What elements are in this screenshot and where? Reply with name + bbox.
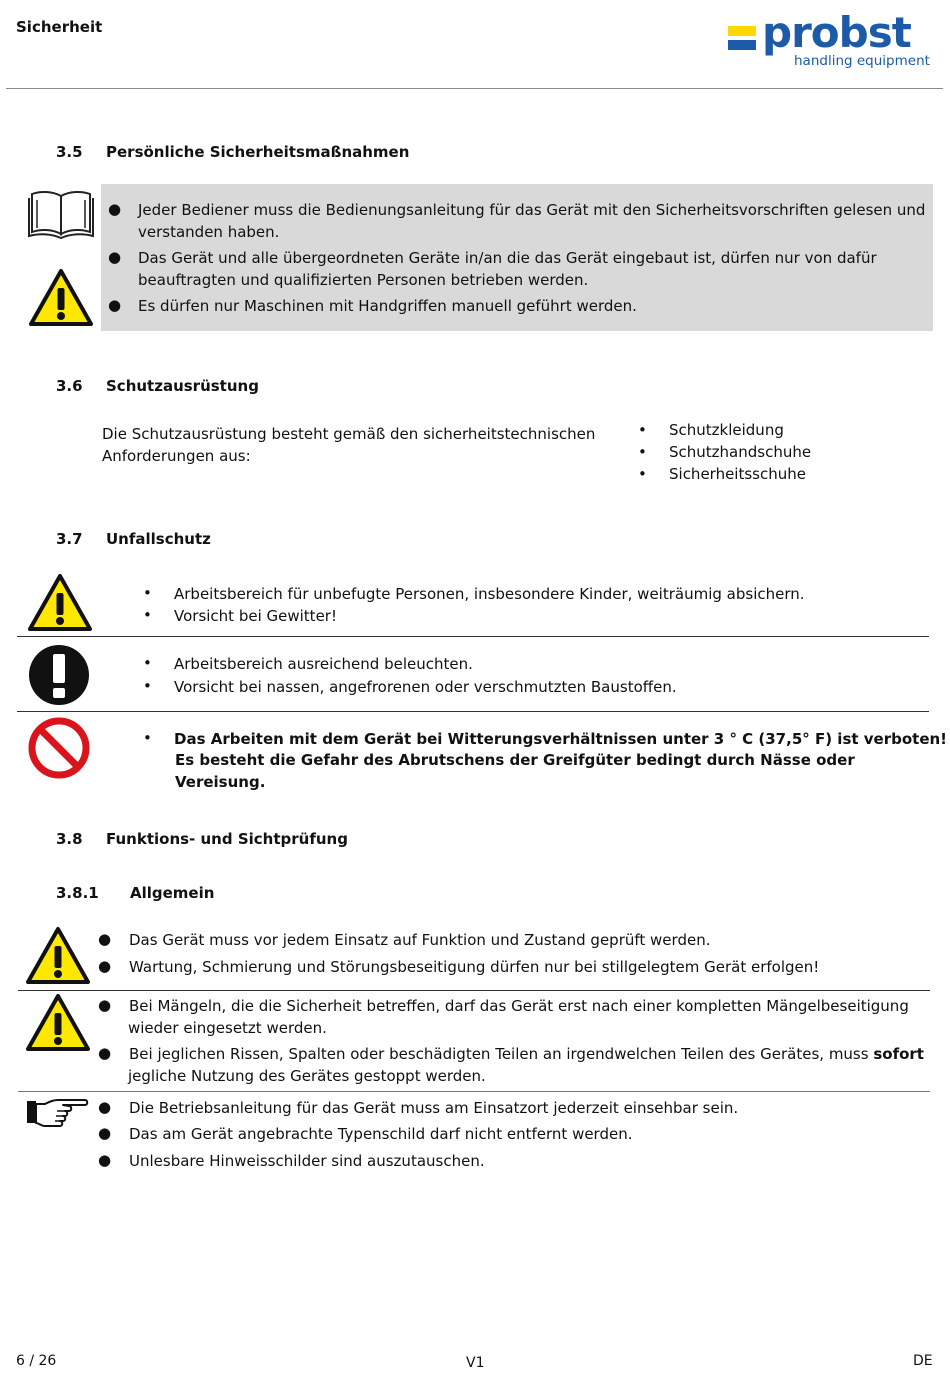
bullet-item: Das am Gerät angebrachte Typenschild darf nicht entfernt werden. [129,1125,633,1143]
book-icon [28,188,94,240]
bullet-item: Jeder Bediener muss die Bedienungsanleitung für das Gerät mit den Sicherheitsvorschriften gelesen und [138,201,926,219]
bullet-item: Vorsicht bei nassen, angefrorenen oder verschmutzten Baustoffen. [174,678,677,696]
equipment-item: Schutzhandschuhe [669,443,812,461]
warning-triangle-icon [27,573,93,633]
bullet: ● [98,957,112,975]
bullet-item: Es dürfen nur Maschinen mit Handgriffen manuell geführt werden. [138,297,637,315]
section-heading-3-7: 3.7 Unfallschutz [56,530,211,548]
bullet-item-cont: wieder eingesetzt werden. [128,1019,327,1037]
bullet: • [143,654,152,672]
bullet-item-cont: verstanden haben. [138,223,280,241]
version-label: V1 [466,1355,485,1371]
logo-bar-yellow [728,26,756,36]
bullet-item: Das Gerät muss vor jedem Einsatz auf Funktion und Zustand geprüft werden. [129,931,711,949]
header-rule [6,88,943,89]
bullet-item: Arbeitsbereich für unbefugte Personen, insbesondere Kinder, weiträumig absichern. [174,585,805,603]
bullet-item-text: Bei jeglichen Rissen, Spalten oder beschädigten Teilen an irgendwelchen Teilen des Gerätes, muss [129,1045,874,1063]
bullet: ● [98,1098,112,1116]
logo-wordmark: probst [762,8,911,57]
bullet: • [143,606,152,624]
logo-bar-blue [728,40,756,50]
logo-tagline: handling equipment [794,53,930,69]
bullet-item: Die Betriebsanleitung für das Gerät muss am Einsatzort jederzeit einsehbar sein. [129,1099,739,1117]
bullet: • [638,465,647,483]
bullet: ● [108,296,122,314]
warning-triangle-icon [25,993,91,1053]
bullet: ● [98,996,112,1014]
bullet-item [129,1043,924,1065]
language-label: DE [913,1353,933,1369]
bullet-item: Wartung, Schmierung und Störungsbeseitigung dürfen nur bei stillgelegtem Gerät erfolgen! [129,958,820,976]
section-heading-3-5: 3.5 Persönliche Sicherheitsmaßnahmen [56,143,410,161]
bullet: • [143,677,152,695]
bullet: • [638,443,647,461]
emphasis-sofort: sofort [873,1045,924,1063]
bullet: ● [108,248,122,266]
prohibition-text-cont: Es besteht die Gefahr des Abrutschens der Greifgüter bedingt durch Nässe oder Vereisung. [175,751,855,791]
section-heading-3-8: 3.8 Funktions- und Sichtprüfung [56,830,348,848]
divider [18,990,930,991]
divider [17,711,929,712]
bullet-item: Arbeitsbereich ausreichend beleuchten. [174,655,473,673]
probst-logo [726,8,936,74]
page-number: 6 / 26 [16,1353,57,1369]
bullet-item: Bei Mängeln, die die Sicherheit betreffen, darf das Gerät erst nach einer kompletten Mängelbeseitigung [129,997,909,1015]
bullet: • [143,584,152,602]
bullet: ● [98,930,112,948]
header-title: Sicherheit [16,18,103,36]
bullet: ● [98,1044,112,1062]
divider [17,636,929,637]
bullet-item-cont: jegliche Nutzung des Gerätes gestoppt werden. [128,1067,486,1085]
mandatory-exclamation-icon [27,643,91,707]
equipment-intro-cont: Anforderungen aus: [102,447,251,465]
bullet-item: Unlesbare Hinweisschilder sind auszutauschen. [129,1152,485,1170]
bullet: ● [98,1124,112,1142]
equipment-item: Sicherheitsschuhe [669,465,806,483]
bullet-item-cont: beauftragten und qualifizierten Personen betrieben werden. [138,271,589,289]
warning-triangle-icon [28,268,94,328]
divider [18,1091,930,1092]
prohibition-icon [27,716,91,780]
bullet: ● [98,1151,112,1169]
bullet-item: Vorsicht bei Gewitter! [174,607,337,625]
equipment-intro: Die Schutzausrüstung besteht gemäß den sicherheitstechnischen [102,425,596,443]
bullet-item: Das Gerät und alle übergeordneten Geräte in/an die das Gerät eingebaut ist, dürfen nur von dafür [138,249,877,267]
section-heading-3-8-1: 3.8.1 Allgemein [56,884,215,902]
section-heading-3-6: 3.6 Schutzausrüstung [56,377,259,395]
bullet: • [143,729,152,747]
warning-triangle-icon [25,926,91,986]
pointing-hand-icon [25,1096,91,1130]
equipment-item: Schutzkleidung [669,421,784,439]
bullet: • [638,421,647,439]
prohibition-text: Das Arbeiten mit dem Gerät bei Witterungsverhältnissen unter 3 ° C (37,5° F) ist verboten! [174,730,948,748]
bullet: ● [108,200,122,218]
